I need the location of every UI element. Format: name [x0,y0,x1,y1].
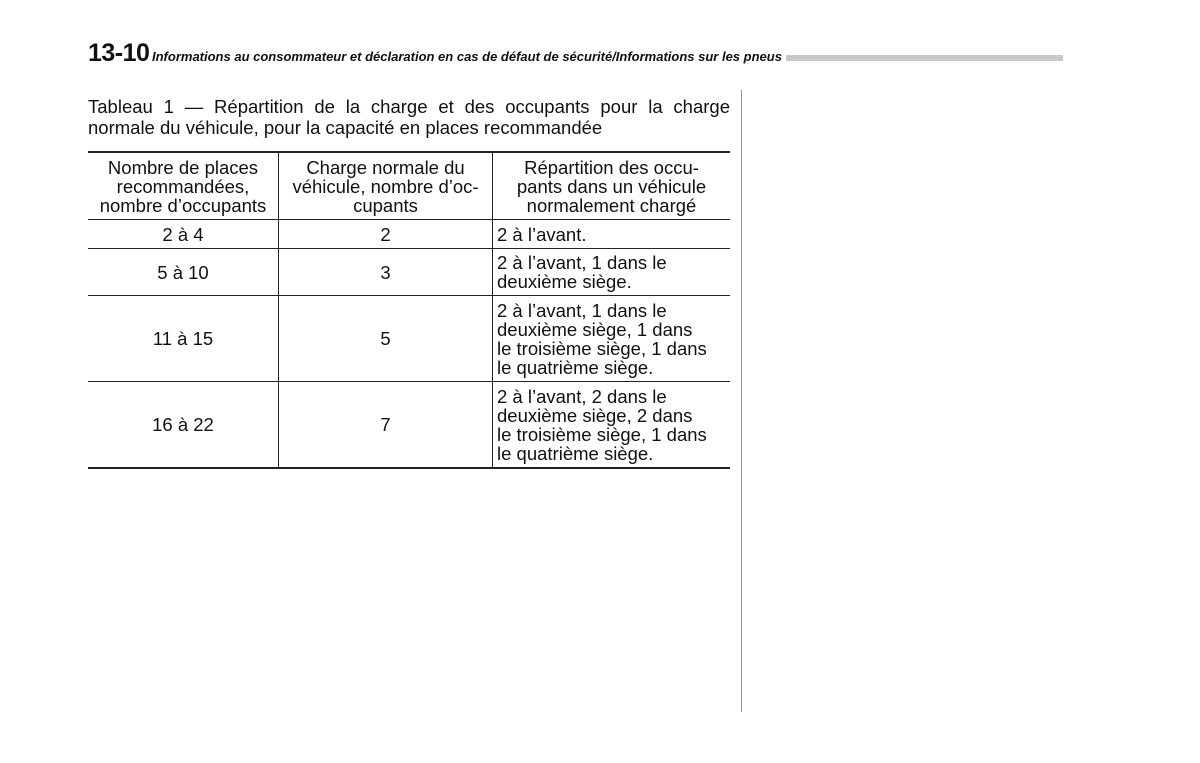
cell-places: 11 à 15 [152,328,214,349]
cell-charge: 2 [279,220,493,249]
cell-charge: 5 [279,296,493,382]
cell-places: 2 à 4 [162,223,204,245]
table-row [88,382,730,469]
table-row [88,249,730,296]
page-number: 13-10 [88,40,153,66]
cell-repartition: 2 à l’avant, 2 dans le deuxième siège, 2 dans le troisième siège, 1 dans le quatrième siège. [493,382,731,469]
column-header-repartition: Répartition des occu- pants dans un véhicule normalement chargé [493,152,731,220]
cell-repartition: 2 à l’avant. [493,220,731,249]
column-header-charge: Charge normale du véhicule, nombre d’oc- cupants [279,152,493,220]
column-header-places: Nombre de places recommandées, nombre d’occupants [99,156,267,216]
page-header [88,40,1063,66]
section-title: Informations au consommateur et déclaration en cas de défaut de sécurité/Informations sur les pneus [152,49,786,65]
cell-repartition: 2 à l’avant, 1 dans le deuxième siège. [493,249,731,296]
table-row [88,220,730,249]
cell-places: 5 à 10 [157,261,209,283]
table-caption: Tableau 1 — Répartition de la charge et des occupants pour la charge normale du véhicule, pour la capacité en places recommandée [88,96,730,138]
cell-charge: 3 [279,249,493,296]
load-distribution-table [88,151,730,469]
cell-places: 16 à 22 [152,414,214,435]
table-row [88,296,730,382]
table-header-row [88,152,730,220]
cell-charge: 7 [279,382,493,469]
column-divider [741,90,742,712]
cell-repartition: 2 à l’avant, 1 dans le deuxième siège, 1 dans le troisième siège, 1 dans le quatrième siège. [493,296,731,382]
